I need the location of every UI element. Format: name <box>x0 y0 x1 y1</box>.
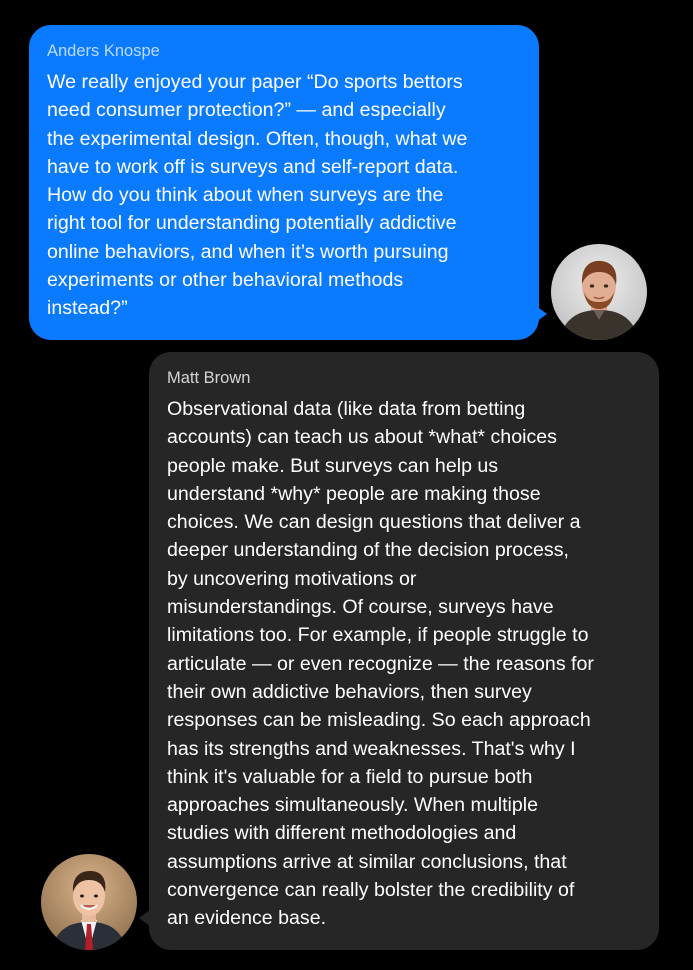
avatar-photo-icon <box>41 854 137 950</box>
bubble-tail-received <box>139 910 150 926</box>
avatar-photo-icon <box>551 244 647 340</box>
message-bubble-matt[interactable] <box>149 352 659 950</box>
message-text: Observational data (like data from betting accounts) can teach us about *what* choices people make. But surveys can help us understand *why* people are making those choices. We can design questions that deliver a deeper understanding of the decision process, by uncovering motivations or misunderstandings. Of course, surveys have limitations too. For example, if people struggle to articulate — or even recognize — the reasons for their own addictive behaviors, then survey responses can be misleading. So each approach has its strengths and weaknesses. That's why I think it's valuable for a field to pursue both approaches simultaneously. When multiple studies with different methodologies and assumptions arrive at similar conclusions, that convergence can really bolster the credibility of an evidence base. <box>167 398 594 930</box>
avatar-matt-brown[interactable] <box>41 854 137 950</box>
message-bubble-anders[interactable] <box>29 25 539 340</box>
sender-name: Matt Brown <box>167 369 251 387</box>
bubble-tail-sent <box>536 306 547 322</box>
avatar-anders-knospe[interactable] <box>551 244 647 340</box>
message-text: We really enjoyed your paper “Do sports bettors need consumer protection?” — and especially the experimental design. Often, though, what we have to work off is surveys and self-report data. How do you think about when surveys are the right tool for understanding potentially addictive online behaviors, and when it’s worth pursuing experiments or other behavioral methods instead?” <box>47 71 468 320</box>
sender-name: Anders Knospe <box>47 42 160 60</box>
